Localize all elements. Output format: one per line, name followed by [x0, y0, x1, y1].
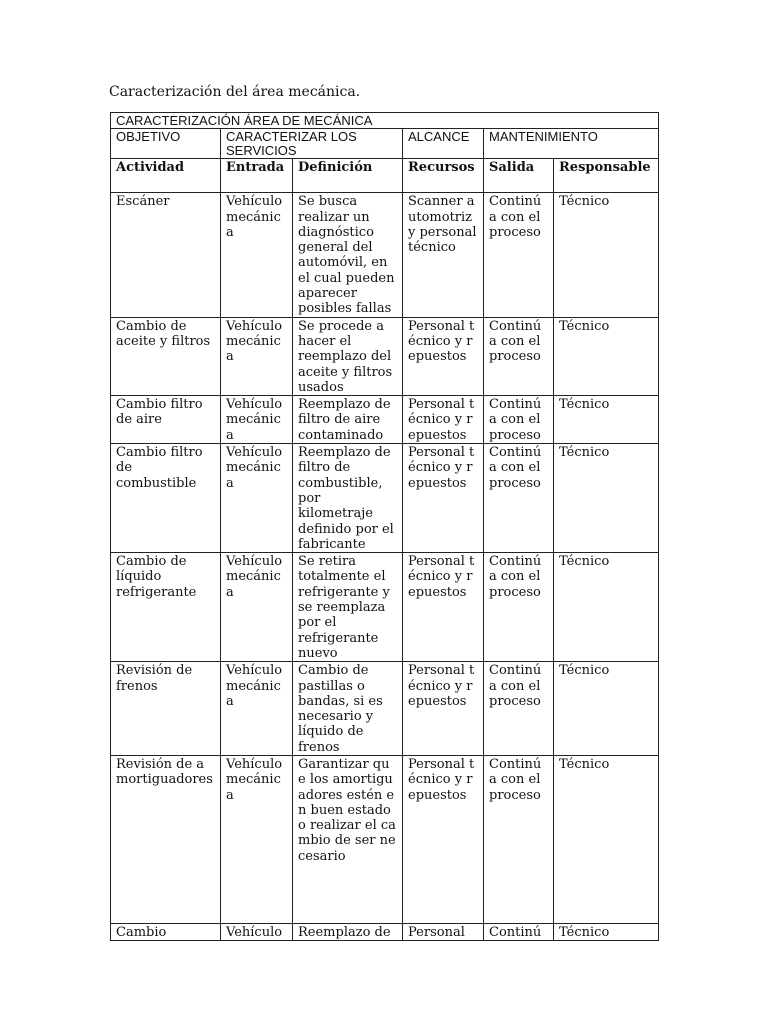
- cell-salida: Continúa con el proceso: [484, 193, 554, 317]
- cell-entrada: Vehículo mecánica: [221, 396, 293, 444]
- cell-actividad: Revisión de frenos: [111, 662, 221, 756]
- cell-salida: Continúa con el proceso: [484, 396, 554, 444]
- cell-actividad: Revisión de amortiguadores: [111, 755, 221, 923]
- cell-responsable: Técnico: [554, 553, 659, 662]
- cell-responsable: Técnico: [554, 444, 659, 553]
- table-row: [111, 193, 659, 317]
- cell-recursos: Personal técnico y repuestos: [403, 755, 484, 923]
- header-salida: Salida: [484, 159, 554, 193]
- characterization-table: [110, 112, 659, 941]
- table-row: [111, 662, 659, 756]
- cell-entrada: Vehículo mecánica: [221, 317, 293, 395]
- table-row: [111, 923, 659, 940]
- cell-definicion: Garantizar que los amortiguadores estén en buen estado o realizar el cambio de ser necesario: [293, 755, 403, 923]
- cell-actividad: Cambio filtro de aire: [111, 396, 221, 444]
- cell-recursos: Personal técnico y repuestos: [403, 662, 484, 756]
- cell-recursos: Personal técnico y repuestos: [403, 396, 484, 444]
- cell-definicion: Cambio de pastillas o bandas, si es necesario y líquido de frenos: [293, 662, 403, 756]
- scope-value: MANTENIMIENTO: [484, 129, 659, 159]
- cell-definicion: Reemplazo de filtro de combustible, por kilometraje definido por el fabricante: [293, 444, 403, 553]
- cell-responsable: Técnico: [554, 755, 659, 923]
- objective-value: CARACTERIZAR LOS SERVICIOS: [221, 129, 403, 159]
- table-row: [111, 755, 659, 923]
- cell-actividad: Cambio: [111, 923, 221, 940]
- cell-entrada: Vehículo mecánica: [221, 662, 293, 756]
- cell-entrada: Vehículo: [221, 923, 293, 940]
- cell-recursos: Personal técnico y repuestos: [403, 317, 484, 395]
- objective-row: [111, 129, 659, 159]
- cell-actividad: Cambio de líquido refrigerante: [111, 553, 221, 662]
- cell-entrada: Vehículo mecánica: [221, 553, 293, 662]
- cell-responsable: Técnico: [554, 193, 659, 317]
- table-caption: CARACTERIZACIÓN ÁREA DE MECÁNICA: [111, 113, 659, 129]
- cell-recursos: Personal: [403, 923, 484, 940]
- cell-responsable: Técnico: [554, 317, 659, 395]
- cell-salida: Continúa con el proceso: [484, 553, 554, 662]
- cell-entrada: Vehículo mecánica: [221, 193, 293, 317]
- cell-actividad: Escáner: [111, 193, 221, 317]
- table-row: [111, 396, 659, 444]
- cell-salida: Continú: [484, 923, 554, 940]
- header-recursos: Recursos: [403, 159, 484, 193]
- cell-recursos: Personal técnico y repuestos: [403, 553, 484, 662]
- cell-salida: Continúa con el proceso: [484, 317, 554, 395]
- cell-definicion: Reemplazo de filtro de aire contaminado: [293, 396, 403, 444]
- cell-recursos: Personal técnico y repuestos: [403, 444, 484, 553]
- table-row: [111, 317, 659, 395]
- header-responsable: Responsable: [554, 159, 659, 193]
- objective-label: OBJETIVO: [111, 129, 221, 159]
- table-header-row: [111, 159, 659, 193]
- cell-entrada: Vehículo mecánica: [221, 755, 293, 923]
- cell-recursos: Scanner automotriz y personal técnico: [403, 193, 484, 317]
- header-actividad: Actividad: [111, 159, 221, 193]
- cell-actividad: Cambio filtro de combustible: [111, 444, 221, 553]
- cell-responsable: Técnico: [554, 923, 659, 940]
- cell-salida: Continúa con el proceso: [484, 444, 554, 553]
- cell-definicion: Se busca realizar un diagnóstico general del automóvil, en el cual pueden aparecer posibles fallas: [293, 193, 403, 317]
- cell-definicion: Reemplazo de: [293, 923, 403, 940]
- document-title: Caracterización del área mecánica.: [109, 84, 361, 100]
- cell-responsable: Técnico: [554, 662, 659, 756]
- header-entrada: Entrada: [221, 159, 293, 193]
- table-row: [111, 444, 659, 553]
- header-definicion: Definición: [293, 159, 403, 193]
- cell-entrada: Vehículo mecánica: [221, 444, 293, 553]
- table-row: [111, 553, 659, 662]
- cell-responsable: Técnico: [554, 396, 659, 444]
- cell-salida: Continúa con el proceso: [484, 662, 554, 756]
- scope-label: ALCANCE: [403, 129, 484, 159]
- cell-actividad: Cambio de aceite y filtros: [111, 317, 221, 395]
- cell-definicion: Se retira totalmente el refrigerante y se reemplaza por el refrigerante nuevo: [293, 553, 403, 662]
- cell-salida: Continúa con el proceso: [484, 755, 554, 923]
- table-caption-row: [111, 113, 659, 129]
- cell-definicion: Se procede a hacer el reemplazo del aceite y filtros usados: [293, 317, 403, 395]
